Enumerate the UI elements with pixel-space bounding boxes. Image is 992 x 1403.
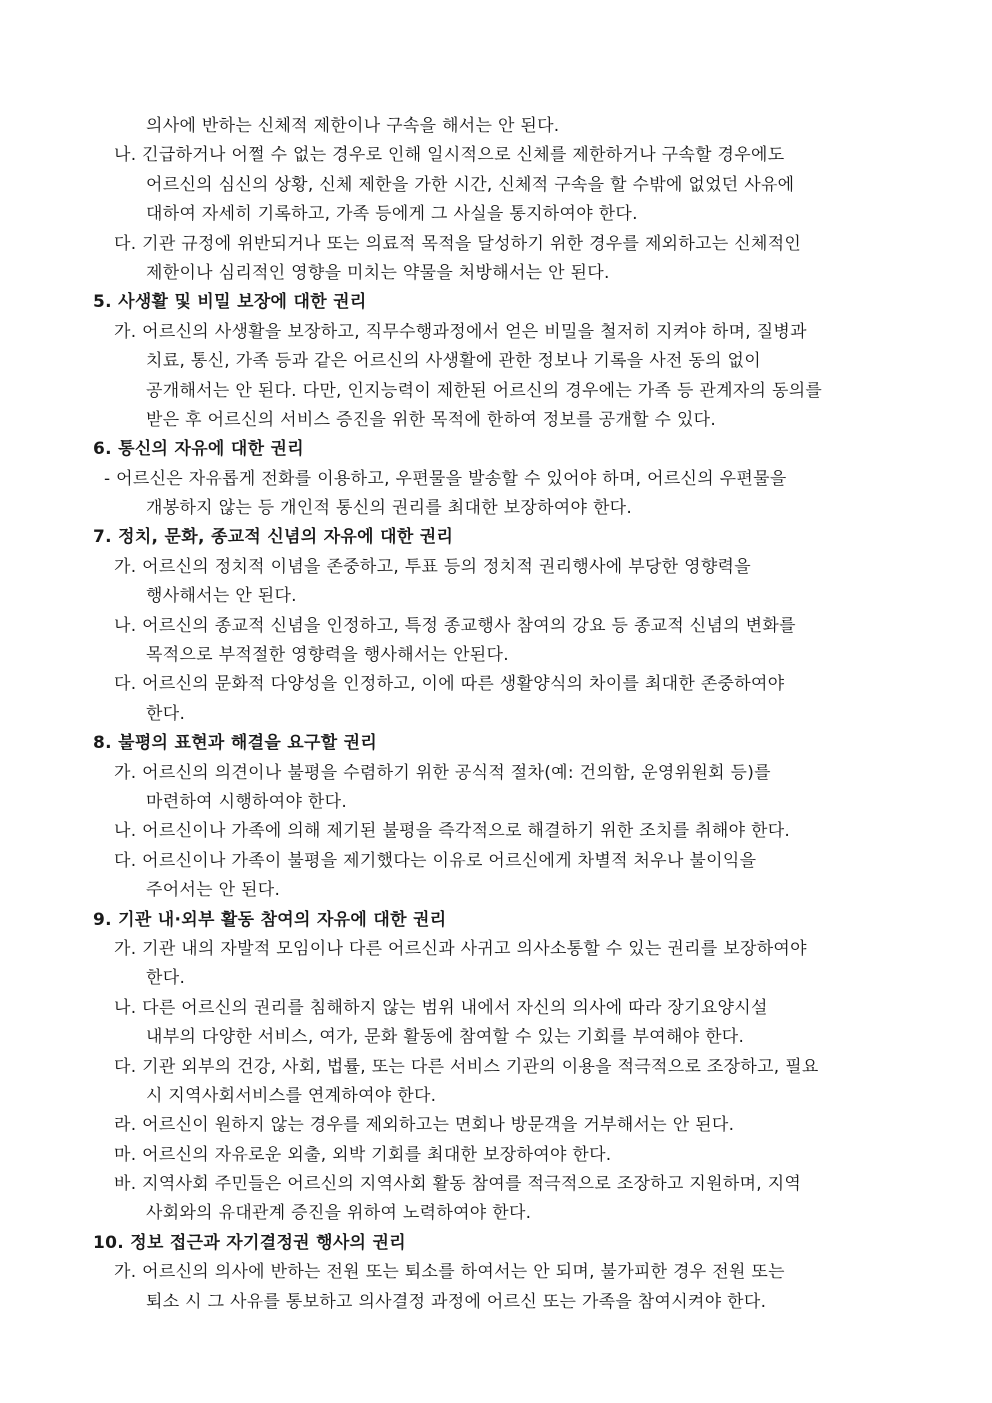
document-page	[0, 112, 992, 1317]
list-item: 나. 어르신이나 가족에 의해 제기된 불평을 즉각적으로 해결하기 위한 조치를 취해야 한다.	[114, 821, 791, 842]
list-item-continuation: 주어서는 안 된다.	[146, 880, 281, 901]
list-item: 가. 어르신의 의사에 반하는 전원 또는 퇴소를 하여서는 안 되며, 불가피한 경우 전원 또는	[114, 1262, 785, 1283]
list-item-continuation: 공개해서는 안 된다. 다만, 인지능력이 제한된 어르신의 경우에는 가족 등 관계자의 동의를	[146, 380, 823, 401]
list-item-continuation: 행사해서는 안 된다.	[146, 586, 297, 607]
list-item: 나. 어르신의 종교적 신념을 인정하고, 특정 종교행사 참여의 강요 등 종교적 신념의 변화를	[114, 615, 796, 636]
list-item-continuation: 한다.	[146, 703, 186, 724]
list-item: 가. 어르신의 사생활을 보장하고, 직무수행과정에서 얻은 비밀을 철저히 지켜야 하며, 질병과	[114, 321, 807, 342]
list-item: 바. 지역사회 주민들은 어르신의 지역사회 활동 참여를 적극적으로 조장하고 지원하며, 지역	[114, 1174, 802, 1195]
list-item: 다. 어르신의 문화적 다양성을 인정하고, 이에 따른 생활양식의 차이를 최대한 존중하여야	[114, 674, 785, 695]
section-heading: 10. 정보 접근과 자기결정권 행사의 권리	[93, 1232, 406, 1253]
list-item-continuation: 개봉하지 않는 등 개인적 통신의 권리를 최대한 보장하여야 한다.	[146, 498, 633, 519]
list-item-continuation: 내부의 다양한 서비스, 여가, 문화 활동에 참여할 수 있는 기회를 부여해야 한다.	[146, 1027, 745, 1048]
list-item: 라. 어르신이 원하지 않는 경우를 제외하고는 면회나 방문객을 거부해서는 안 된다.	[114, 1115, 735, 1136]
list-item-continuation: 의사에 반하는 신체적 제한이나 구속을 해서는 안 된다.	[146, 116, 560, 136]
list-item-continuation: 시 지역사회서비스를 연계하여야 한다.	[146, 1085, 437, 1106]
list-item: 가. 어르신의 의견이나 불평을 수렴하기 위한 공식적 절차(예: 건의함, 운영위원회 등)를	[114, 762, 771, 783]
section-heading: 9. 기관 내·외부 활동 참여의 자유에 대한 권리	[93, 909, 447, 930]
list-item-continuation: 어르신의 심신의 상황, 신체 제한을 가한 시간, 신체적 구속을 할 수밖에 없었던 사유에	[146, 174, 795, 195]
list-item: 다. 기관 외부의 건강, 사회, 법률, 또는 다른 서비스 기관의 이용을 적극적으로 조장하고, 필요	[114, 1056, 819, 1077]
list-item: 다. 기관 규정에 위반되거나 또는 의료적 목적을 달성하기 위한 경우를 제외하고는 신체적인	[114, 233, 802, 254]
list-item: 가. 어르신의 정치적 이념을 존중하고, 투표 등의 정치적 권리행사에 부당한 영향력을	[114, 556, 751, 577]
list-item-continuation: 한다.	[146, 968, 186, 989]
list-item-continuation: 목적으로 부적절한 영향력을 행사해서는 안된다.	[146, 645, 509, 666]
list-item-continuation: 치료, 통신, 가족 등과 같은 어르신의 사생활에 관한 정보나 기록을 사전 동의 없이	[146, 351, 761, 372]
list-item-continuation: 퇴소 시 그 사유를 통보하고 의사결정 과정에 어르신 또는 가족을 참여시켜야 한다.	[146, 1291, 767, 1312]
section-heading: 5. 사생활 및 비밀 보장에 대한 권리	[93, 292, 367, 313]
section-heading: 6. 통신의 자유에 대한 권리	[93, 439, 304, 460]
list-item-continuation: 받은 후 어르신의 서비스 증진을 위한 목적에 한하여 정보를 공개할 수 있다.	[146, 409, 717, 430]
list-item-continuation: 제한이나 심리적인 영향을 미치는 약물을 처방해서는 안 된다.	[146, 262, 610, 283]
section-heading: 8. 불평의 표현과 해결을 요구할 권리	[93, 733, 378, 754]
list-item-continuation: 마련하여 시행하여야 한다.	[146, 791, 348, 812]
section-heading: 7. 정치, 문화, 종교적 신념의 자유에 대한 권리	[93, 527, 454, 548]
dash-list-item: - 어르신은 자유롭게 전화를 이용하고, 우편물을 발송할 수 있어야 하며, 어르신의 우편물을	[104, 468, 787, 489]
list-item: 나. 다른 어르신의 권리를 침해하지 않는 범위 내에서 자신의 의사에 따라 장기요양시설	[114, 997, 768, 1018]
list-item-continuation: 사회와의 유대관계 증진을 위하여 노력하여야 한다.	[146, 1203, 532, 1224]
list-item: 다. 어르신이나 가족이 불평을 제기했다는 이유로 어르신에게 차별적 처우나 불이익을	[114, 850, 757, 871]
list-item: 가. 기관 내의 자발적 모임이나 다른 어르신과 사귀고 의사소통할 수 있는 권리를 보장하여야	[114, 938, 807, 959]
list-item: 나. 긴급하거나 어쩔 수 없는 경우로 인해 일시적으로 신체를 제한하거나 구속할 경우에도	[114, 145, 785, 166]
list-item: 마. 어르신의 자유로운 외출, 외박 기회를 최대한 보장하여야 한다.	[114, 1144, 612, 1165]
list-item-continuation: 대하여 자세히 기록하고, 가족 등에게 그 사실을 통지하여야 한다.	[146, 204, 638, 225]
